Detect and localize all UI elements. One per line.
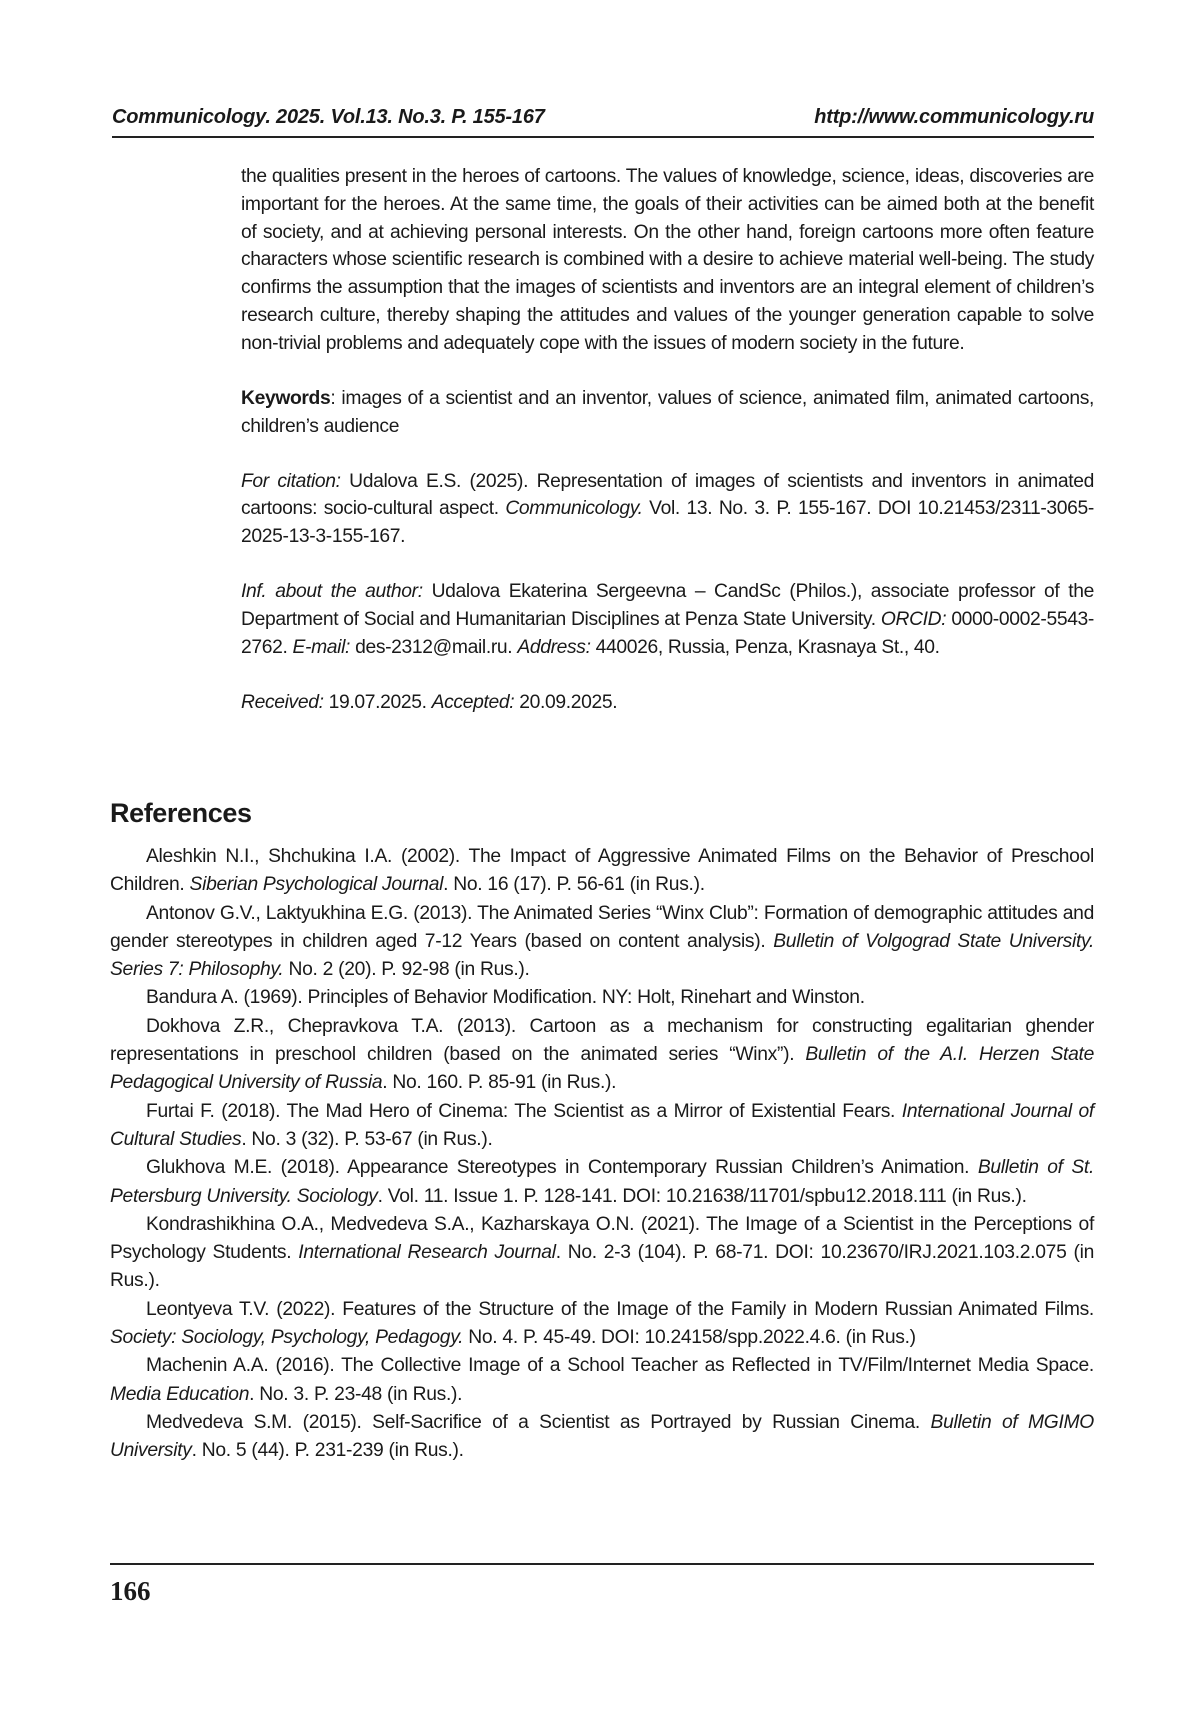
page-number: 166 xyxy=(110,1576,151,1606)
reference-text: Bandura A. (1969). Principles of Behavior Modification. NY: Holt, Rinehart and Winston. xyxy=(146,987,865,1009)
reference-item xyxy=(110,1098,1094,1155)
orcid-value: 0000-0002-5543-2762. xyxy=(241,608,1095,658)
reference-item xyxy=(110,900,1094,985)
dates xyxy=(241,689,1094,717)
reference-text: Antonov G.V., Laktyukhina E.G. (2013). The Animated Series “Winx Club”: Formation of demographic attitudes and gender stereotypes in children aged 7-12 Years (based on content analysis). xyxy=(110,902,1094,952)
reference-item xyxy=(110,1154,1094,1211)
citation-label: For citation: xyxy=(241,470,341,492)
reference-source: Siberian Psychological Journal xyxy=(189,874,444,896)
reference-text: Aleshkin N.I., Shchukina I.A. (2002). The Impact of Aggressive Animated Films on the Behavior of Preschool Children. xyxy=(110,846,1094,896)
reference-source: Media Education xyxy=(110,1383,250,1405)
address-value: 440026, Russia, Penza, Krasnaya St., 40. xyxy=(590,636,940,658)
reference-details: . No. 3. P. 23-48 (in Rus.). xyxy=(249,1383,463,1405)
accepted-date: 20.09.2025. xyxy=(514,691,618,713)
accepted-label: Accepted: xyxy=(431,691,515,713)
reference-details: . No. 160. P. 85-91 (in Rus.). xyxy=(382,1072,617,1094)
reference-details: . No. 3 (32). P. 53-67 (in Rus.). xyxy=(241,1128,493,1150)
address-label: Address: xyxy=(517,636,591,658)
reference-source: Bulletin of MGIMO University xyxy=(110,1411,1094,1462)
keywords-label: Keywords xyxy=(241,387,331,409)
footer-rule xyxy=(110,1563,1094,1565)
reference-text: Kondrashikhina O.A., Medvedeva S.A., Kazharskaya O.N. (2021). The Image of a Scientist in the Perceptions of Psychology Students. xyxy=(110,1213,1094,1264)
reference-text: Leontyeva T.V. (2022). Features of the Structure of the Image of the Family in Modern Russian Animated Films. xyxy=(146,1298,1094,1320)
reference-details: . No. 16 (17). P. 56-61 (in Rus.). xyxy=(443,874,705,896)
reference-text: Glukhova M.E. (2018). Appearance Stereotypes in Contemporary Russian Children’s Animation. xyxy=(146,1157,978,1179)
reference-item xyxy=(110,1409,1094,1466)
references-list xyxy=(110,843,1094,1466)
reference-text: Furtai F. (2018). The Mad Hero of Cinema: The Scientist as a Mirror of Existential Fears. xyxy=(146,1100,902,1122)
citation xyxy=(241,468,1094,551)
running-header xyxy=(112,105,1094,129)
reference-source: Bulletin of Volgograd State University. Series 7: Philosophy. xyxy=(110,930,1094,981)
reference-text: Machenin A.A. (2016). The Collective Image of a School Teacher as Reflected in TV/Film/Internet Media Space. xyxy=(146,1355,1094,1377)
keywords xyxy=(241,385,1094,441)
abstract-block xyxy=(241,163,1094,717)
author-info xyxy=(241,578,1094,661)
references-heading: References xyxy=(110,798,252,828)
reference-text: Medvedeva S.M. (2015). Self-Sacrifice of a Scientist as Portrayed by Russian Cinema. xyxy=(146,1411,931,1433)
orcid-label: ORCID: xyxy=(880,608,947,630)
header-rule xyxy=(112,136,1094,138)
received-date: 19.07.2025. xyxy=(323,691,432,713)
citation-details: Vol. 13. No. 3. P. 155-167. DOI 10.21453/2311-3065-2025-13-3-155-167. xyxy=(241,498,1094,548)
journal-citation: Communicology. 2025. Vol.13. No.3. P. 155-167 xyxy=(112,106,545,128)
author-info-label: Inf. about the author: xyxy=(241,581,423,603)
reference-details: No. 4. P. 45-49. DOI: 10.24158/spp.2022.4.6. (in Rus.) xyxy=(463,1327,916,1349)
citation-text: Udalova E.S. (2025). Representation of images of scientists and inventors in animated cartoons: socio-cultural aspect. xyxy=(241,470,1095,520)
reference-item xyxy=(110,1013,1094,1098)
reference-details: . No. 5 (44). P. 231-239 (in Rus.). xyxy=(191,1440,464,1462)
reference-details: . Vol. 11. Issue 1. P. 128-141. DOI: 10.21638/11701/spbu12.2018.111 (in Rus.). xyxy=(377,1185,1027,1207)
abstract-tail: the qualities present in the heroes of cartoons. The values of knowledge, science, ideas, discoveries are important for the heroes. At the same time, the goals of their activities can be aimed both at the benefit of society, and at achieving personal interests. On the other hand, foreign cartoons more often feature characters whose scientific research is combined with a desire to achieve material well-being. The study confirms the assumption that the images of scientists and inventors are an integral element of children’s research culture, thereby shaping the attitudes and values of the younger generation capable to solve non-trivial problems and adequately cope with the issues of modern society in the future. xyxy=(241,166,1094,354)
reference-item xyxy=(110,984,1094,1012)
reference-text: Dokhova Z.R., Chepravkova T.A. (2013). Cartoon as a mechanism for constructing egalitarian ghender representations in preschool children (based on the animated series “Winx”). xyxy=(110,1015,1094,1066)
reference-item xyxy=(110,843,1094,900)
reference-item xyxy=(110,1211,1094,1296)
email-label: E-mail: xyxy=(292,636,351,658)
reference-source: International Research Journal xyxy=(298,1242,556,1264)
journal-url[interactable]: http://www.communicology.ru xyxy=(814,106,1094,128)
reference-source: International Journal of Cultural Studies xyxy=(110,1100,1094,1150)
reference-item xyxy=(110,1296,1094,1353)
reference-source: Bulletin of St. Petersburg University. Sociology xyxy=(110,1157,1094,1207)
reference-item xyxy=(110,1352,1094,1409)
keywords-text: : images of a scientist and an inventor, values of science, animated film, animated cartoons, children’s audience xyxy=(241,387,1094,437)
received-label: Received: xyxy=(241,691,324,713)
citation-journal: Communicology. xyxy=(505,498,643,520)
reference-details: . No. 2-3 (104). P. 68-71. DOI: 10.23670/IRJ.2021.103.2.075 (in Rus.). xyxy=(110,1242,1094,1292)
reference-source: Society: Sociology, Psychology, Pedagogy. xyxy=(110,1327,464,1349)
reference-source: Bulletin of the A.I. Herzen State Pedagogical University of Russia xyxy=(110,1044,1094,1094)
email-value[interactable]: des-2312@mail.ru. xyxy=(350,636,518,658)
reference-details: No. 2 (20). P. 92-98 (in Rus.). xyxy=(283,959,530,981)
author-info-text: Udalova Ekaterina Sergeevna – CandSc (Philos.), associate professor of the Department of Social and Humanitarian Disciplines at Penza State University. xyxy=(241,581,1095,630)
